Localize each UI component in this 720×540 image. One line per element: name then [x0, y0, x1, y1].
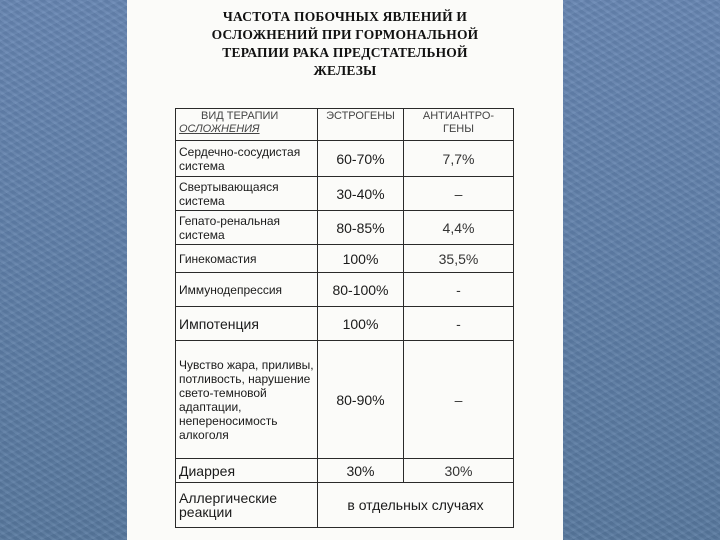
document-page: [127, 0, 563, 540]
table-row: [176, 341, 514, 459]
row-estrogens: 60-70%: [318, 141, 404, 177]
row-antiandrogens: 35,5%: [404, 245, 514, 273]
row-name: Сердечно-сосудистая система: [176, 141, 318, 177]
row-name: Гепато-ренальная система: [176, 211, 318, 245]
row-antiandrogens: 7,7%: [404, 141, 514, 177]
table-row: [176, 483, 514, 528]
row-antiandrogens: –: [404, 341, 514, 459]
title-line: ЖЕЛЕЗЫ: [313, 63, 377, 78]
title-line: ОСЛОЖНЕНИЙ ПРИ ГОРМОНАЛЬНОЙ: [211, 27, 479, 42]
row-name: Иммунодепрессия: [176, 273, 318, 307]
row-name: Гинекомастия: [176, 245, 318, 273]
header-therapy-label: ВИД ТЕРАПИИ: [201, 110, 279, 122]
row-estrogens: 30-40%: [318, 177, 404, 211]
row-estrogens: 80-90%: [318, 341, 404, 459]
table-row: [176, 273, 514, 307]
table-header-row: [176, 109, 514, 141]
header-antiandrogens-line1: АНТИАНТРО-: [422, 110, 495, 122]
title-line: ЧАСТОТА ПОБОЧНЫХ ЯВЛЕНИЙ И: [222, 9, 468, 24]
row-name: Импотенция: [176, 307, 318, 341]
row-antiandrogens: -: [404, 273, 514, 307]
row-antiandrogens: –: [404, 177, 514, 211]
table-row: [176, 177, 514, 211]
table-row: [176, 141, 514, 177]
row-estrogens: 80-85%: [318, 211, 404, 245]
header-therapy-cell: [176, 109, 318, 141]
row-estrogens: 100%: [318, 245, 404, 273]
row-antiandrogens: 4,4%: [404, 211, 514, 245]
row-estrogens: 100%: [318, 307, 404, 341]
row-both-therapies: в отдельных случаях: [318, 483, 514, 528]
header-antiandrogens-line2: ГЕНЫ: [443, 123, 474, 135]
table-row: [176, 307, 514, 341]
row-name: Свертывающаяся система: [176, 177, 318, 211]
row-estrogens: 30%: [318, 459, 404, 483]
table-row: [176, 211, 514, 245]
page-title: [137, 8, 553, 80]
header-antiandrogens: [404, 109, 514, 141]
title-line: ТЕРАПИИ РАКА ПРЕДСТАТЕЛЬНОЙ: [222, 45, 468, 60]
row-antiandrogens: -: [404, 307, 514, 341]
table-row: [176, 459, 514, 483]
table-row: [176, 245, 514, 273]
header-complications-label: ОСЛОЖНЕНИЯ: [179, 123, 260, 135]
row-antiandrogens: 30%: [404, 459, 514, 483]
side-effects-table: [175, 108, 514, 528]
row-name: Аллергические реакции: [176, 483, 318, 528]
row-name: Чувство жара, приливы, потливость, нарушение свето-темновой адаптации, непереносимость алкоголя: [176, 341, 318, 459]
row-name: Диаррея: [176, 459, 318, 483]
row-estrogens: 80-100%: [318, 273, 404, 307]
header-estrogens: ЭСТРОГЕНЫ: [318, 109, 404, 141]
